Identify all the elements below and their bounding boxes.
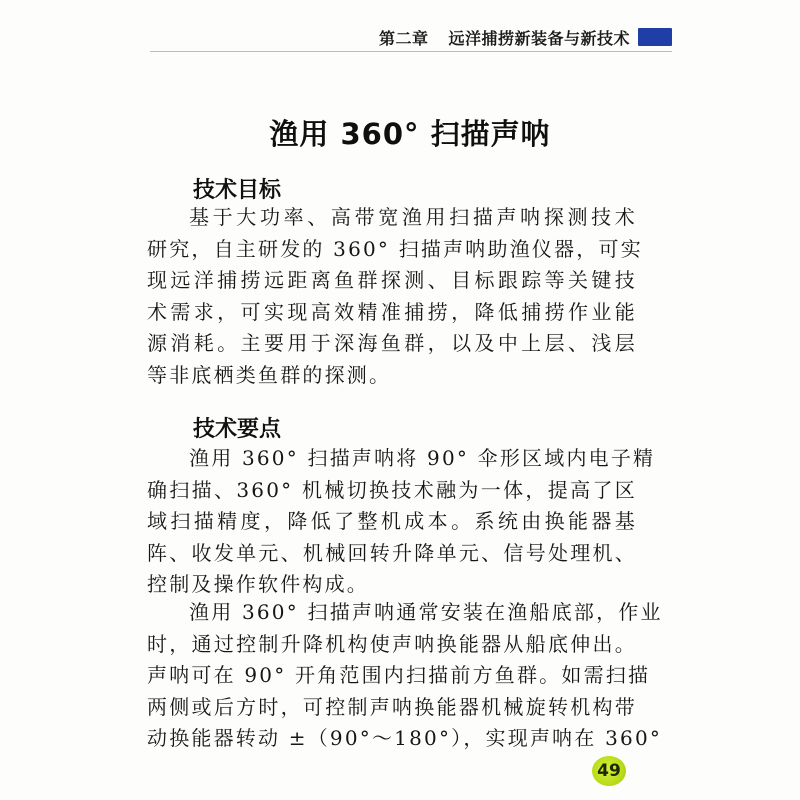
- text-line: 域扫描精度，降低了整机成本。系统由换能器基: [147, 509, 637, 534]
- text-line: 现远洋捕捞远距离鱼群探测、目标跟踪等关键技: [147, 268, 637, 293]
- header-color-block: [638, 28, 672, 46]
- chapter-header-text: [379, 26, 630, 49]
- text-line: 研究，自主研发的 360° 扫描声呐助渔仪器，可实: [147, 236, 643, 261]
- text-line: 两侧或后方时，可控制声呐换能器机械旋转机构带: [147, 694, 637, 719]
- text-line: 声呐可在 90° 开角范围内扫描前方鱼群。如需扫描: [147, 663, 651, 688]
- chapter-title: 远洋捕捞新装备与新技术: [448, 28, 630, 48]
- text-line: 时，通过控制升降机构使声呐换能器从船底伸出。: [147, 631, 637, 656]
- text-line: 等非底栖类鱼群的探测。: [147, 362, 392, 387]
- header-rule: [150, 51, 672, 52]
- text-line: 动换能器转动 ±（90°～180°），实现声呐在 360°: [147, 726, 663, 751]
- section-heading-key-points: 技术要点: [193, 417, 282, 442]
- text-line: 控制及操作软件构成。: [147, 572, 369, 597]
- text-line: 渔用 360° 扫描声呐通常安装在渔船底部，作业: [189, 600, 663, 624]
- paragraph-key-points-2: [147, 597, 663, 755]
- chapter-label: 第二章: [378, 28, 429, 48]
- section-heading-goals: 技术目标: [193, 178, 282, 203]
- running-header: [150, 24, 672, 50]
- article-title: 渔用 360° 扫描声呐: [269, 117, 551, 151]
- paragraph-key-points-1: [147, 443, 656, 601]
- text-line: 确扫描、360° 机械切换技术融为一体，提高了区: [147, 477, 637, 502]
- text-line: 渔用 360° 扫描声呐将 90° 伞形区域内电子精: [189, 446, 656, 470]
- page-number-badge: 49: [592, 756, 626, 786]
- text-line: 术需求，可实现高效精准捕捞，降低捕捞作业能: [147, 299, 637, 324]
- text-line: 基于大功率、高带宽渔用扫描声呐探测技术: [189, 205, 637, 229]
- text-line: 源消耗。主要用于深海鱼群，以及中上层、浅层: [147, 331, 637, 356]
- text-line: 阵、收发单元、机械回转升降单元、信号处理机、: [147, 540, 637, 565]
- paragraph-goals: [147, 202, 643, 392]
